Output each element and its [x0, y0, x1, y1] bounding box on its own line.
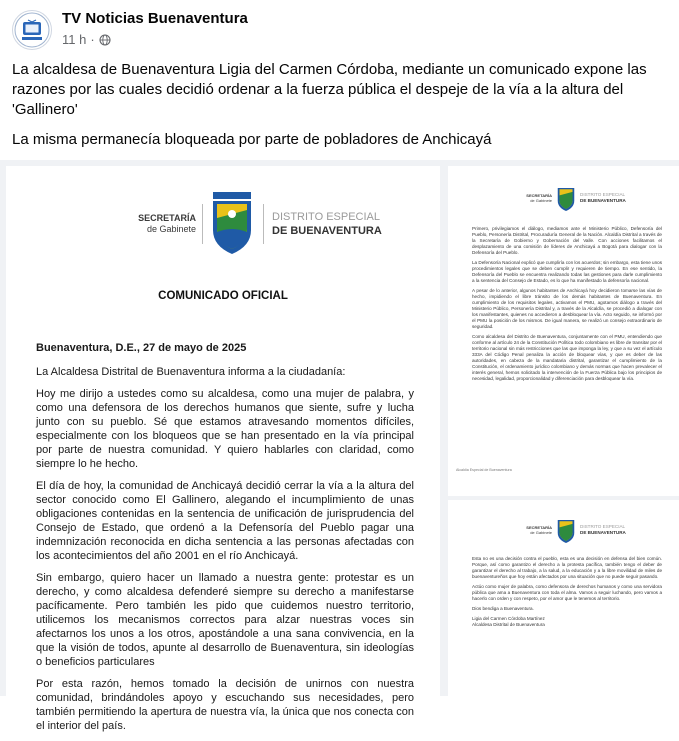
document-title: COMUNICADO OFICIAL	[158, 290, 288, 302]
globe-icon	[99, 34, 111, 46]
document-paragraph-3: Sin embargo, quiero hacer un llamado a nuestra gente: protestar es un derecho, y como alcaldesa defenderé siempre su derecho a manifestarse pacíficamente. Pero también les pido que cuidemos nuestro territorio, utilicemos los mecanismos correctos para alzar nuestras voces sin afectarnos los unos a los otros, apostándole a una sana convivencia, en la que la visión de todos, apunte al desarrollo de Buenaventura, sin ideologías o beneficios particulares	[36, 572, 414, 668]
tv-logo-icon	[13, 11, 51, 49]
signature-title: Alcaldesa Distrital de Buenaventura	[472, 622, 545, 627]
document-page-3	[448, 500, 679, 696]
document-page-2	[448, 166, 679, 496]
document-paragraph-1: Hoy me dirijo a ustedes como su alcaldesa, como una mujer de palabra, y como una defensora de los derechos humanos que siente, sufre y lucha junto con su pueblo. Sé que estamos atravesando momentos difíciles, especialmente con los bloqueos que se han presentado en la vía principal por parte de nuestra comunidad. Y quiero hablarles con claridad, como siempre lo he hecho.	[36, 388, 414, 470]
buenaventura-shield-icon	[209, 192, 255, 256]
document-intro: La Alcaldesa Distrital de Buenaventura informa a la ciudadanía:	[36, 366, 346, 378]
letterhead-divider	[202, 204, 203, 244]
page-avatar[interactable]	[12, 10, 52, 50]
buenaventura-shield-icon	[556, 184, 576, 212]
page-name[interactable]: TV Noticias Buenaventura	[62, 10, 248, 27]
post-time[interactable]: 11 h	[62, 32, 87, 47]
letterhead-small: SECRETARÍA de Gabinete DISTRITO ESPECIAL DE BUENAVENTURA	[520, 184, 626, 212]
letterhead-small: SECRETARÍA de Gabinete DISTRITO ESPECIAL DE BUENAVENTURA	[520, 516, 626, 544]
buenaventura-shield-icon	[556, 516, 576, 544]
post-image[interactable]	[0, 160, 679, 732]
signature-name: Ligia del Carmen Córdoba Martínez	[472, 616, 545, 621]
page-2-footer: Alcaldía Especial de Buenaventura	[456, 468, 512, 472]
secretaria-label: SECRETARÍA de Gabinete	[138, 213, 196, 234]
document-page-1	[6, 166, 440, 732]
document-date: Buenaventura, D.E., 27 de mayo de 2025	[36, 342, 247, 354]
page-2-body: Primero, privilegiamos el diálogo, mediamos ante el Ministerio Público, Defensoría del Pueblo, Personería Distrital, Procuraduría General de la Nación. Alcaldía Distrital a través de la Secretaría de Gobierno y Gobernación del Valle. Con acciones facilitamos el desplazamiento de una comisión de líderes de Anchicayá a Bogotá para dialogar con la Defensoría del Pueblo. La Defensoría Nacional explicó que cumpliría con los acuerdos; sin embargo, esta tiene unos procedimientos legales que se deben cumplir y requieren de tiempo. En ese sentido, la Defensoría del Pueblo se encuentra realizando todas las gestiones para darle cumplimiento a la sentencia del Consejo de Estado, es lo que ha manifestado la defensoría nacional. A pesar de lo anterior, algunos habitantes de Anchicayá hoy decidieron tomarse las vías de hecho, impidiendo el libre tránsito de los demás habitantes de Buenaventura. En cumplimiento de los requisitos legales, activamos el PMU, agotamos diálogo a través del Ministerio Público, Personería Distrital y, a través de la Alcaldía, se procedió a dialogar con los manifestantes, quienes no accedieron a desbloquear la vía. Acto seguido, se informó por el PMU la posición de los mismos. De igual manera, se realizó un consejo extraordinario de seguridad. Como alcaldesa del Distrito de Buenaventura, conjuntamente con el PMU, entendiendo que conforme al artículo 24 de la Constitución Política todo colombiano es libre de transitar por el territorio nacional sin más restricciones que las que imponga la ley, y que a su vez el artículo 333A del Código Penal penaliza la acción de bloquear vías, y que es deber de las autoridades, en cabeza de la mandataria distrital, garantizar el cumplimiento de la Constitución, el ordenamiento jurídico colombiano y demás normas que hacen prevalecer el interés general, hemos solicitado la intervención de la Fuerza Pública bajo los principios de necesidad, legalidad, proporcionalidad y diferenciación para desbloquear la vía.	[472, 226, 662, 381]
document-paragraph-2: El día de hoy, la comunidad de Anchicayá decidió cerrar la vía a la altura del sector conocido como El Gallinero, alegando el incumplimiento de unas obligaciones contenidas en la sentencia de unificación de jurisprudencia del Consejo de Estado, que ordenó a la Defensoría del Pueblo pagar una indemnización reconocida en dicha sentencia a las personas afectadas con los acontecimientos del año 2001 en el río Anchicayá.	[36, 480, 414, 562]
letterhead	[116, 192, 382, 256]
post-header	[12, 8, 667, 52]
document-paragraph-4: Por esta razón, hemos tomado la decisión de unirnos con nuestra comunidad, brindándoles apoyo y escuchando sus necesidades, pero también permitiendo la apertura de nuestra vía, la única que nos conecta con el interior del país.	[36, 678, 414, 732]
caption-paragraph-2: La misma permanecía bloqueada por parte de pobladores de Anchicayá	[12, 131, 492, 148]
caption-paragraph-1: La alcaldesa de Buenaventura Ligia del Carmen Córdoba, mediante un comunicado expone las razones por las cuales decidió ordenar a la fuerza pública el despeje de la vía a la altura del 'Gallinero'	[12, 61, 647, 118]
post-meta	[62, 32, 111, 47]
distrito-label: DISTRITO ESPECIAL DE BUENAVENTURA	[272, 211, 382, 237]
page-3-body: Esta no es una decisión contra el pueblo, esta es una decisión en defensa del bien común. Porque, así como garantizo el derecho a la protesta pacífica, también tengo el deber de garantizar el derecho al trabajo, a la salud, a la educación y a la libre movilidad de miles de buenaventureños que hoy están afectados por una situación que no puede seguir pasando. Actúo como mujer de palabra, como defensora de derechos humanos y como una servidora pública que ama a Buenaventura con toda el alma. Vamos a seguir luchando, pero vamos a hacerlo con orden y con respeto, por el amor que le tenemos al territorio. Dios bendiga a Buenaventura. Ligia del Carmen Córdoba Martínez Alcaldesa Distrital de Buenaventura	[472, 556, 662, 627]
document-body	[36, 341, 414, 741]
meta-separator: ·	[90, 32, 95, 47]
post-caption	[12, 60, 660, 160]
